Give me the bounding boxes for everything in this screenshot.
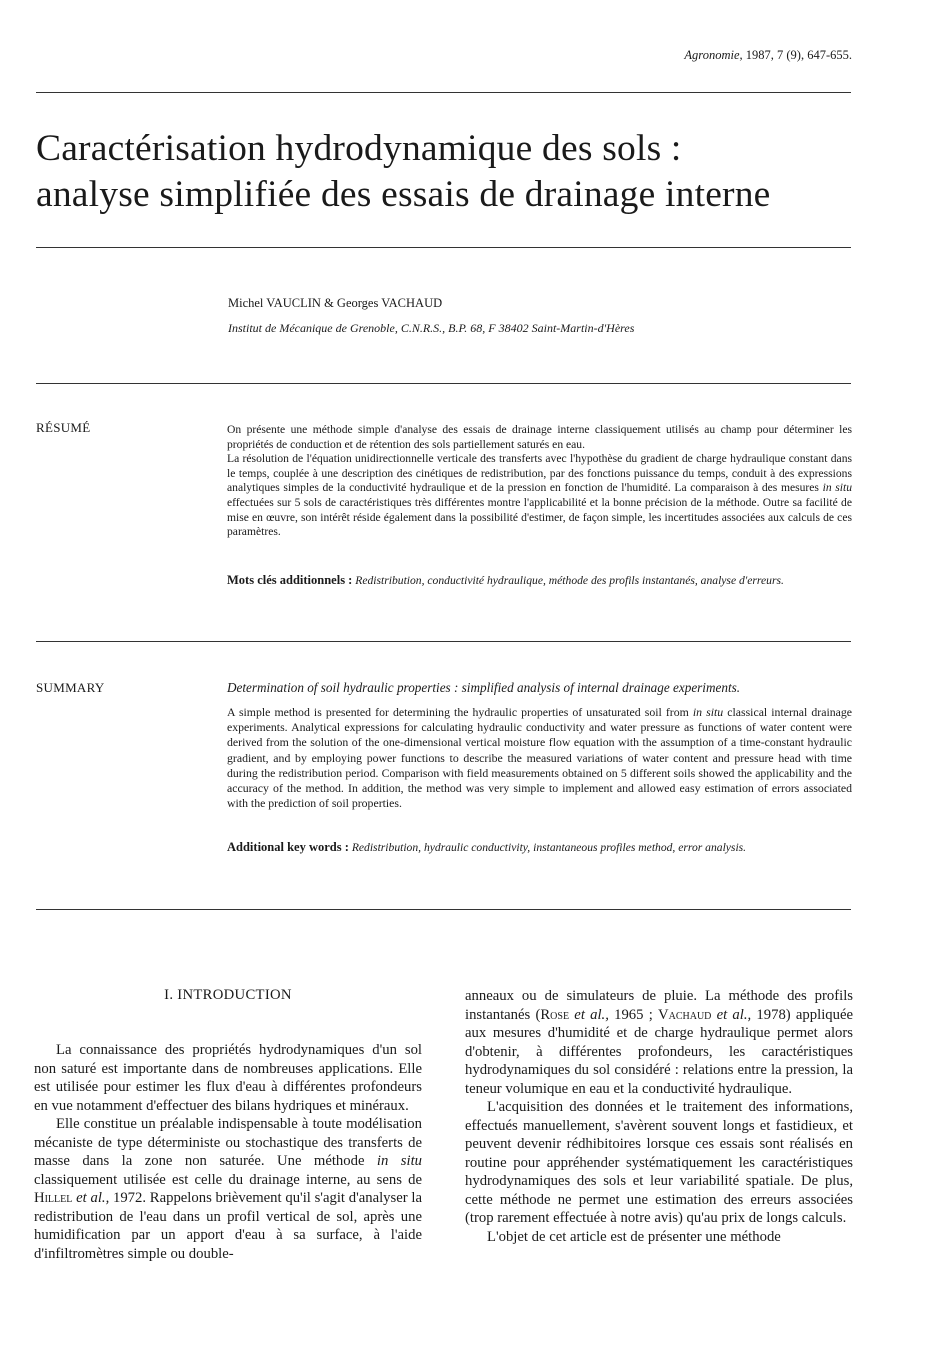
citation-author: Hillel	[34, 1190, 73, 1206]
journal-volume-pages: 1987, 7 (9), 647-655.	[745, 48, 852, 62]
resume-abstract	[227, 423, 852, 540]
resume-keywords-label: Mots clés additionnels :	[227, 573, 353, 587]
body-paragraph: anneaux ou de simulateurs de pluie. La méthode des profils instantanés (Rose et al., 1965 ; Vachaud et al., 1978) appliquée aux mesures d'humidité et de charge hydraulique permet alors d'obtenir, à différentes profondeurs, les caractéristiques hydrodynamiques du sol considéré : relations entre la pression, la teneur volumique en eau et la conductivité hydraulique.	[465, 988, 853, 1097]
divider-summary	[36, 909, 851, 910]
resume-keywords-text: Redistribution, conductivité hydraulique, méthode des profils instantanés, analyse d'erreurs.	[355, 574, 784, 587]
body-paragraph: L'acquisition des données et le traitement des informations, effectués manuellement, s'avèrent souvent longs et fastidieux, et peuvent devenir rédhibitoires lorsque ces essais sont réalisés en routine pour appréhender systématiquement les caractéristiques hydrodynamiques des sols et leur variabilité spatiale. De plus, cette méthode ne permet une estimation des erreurs associées (trop rarement effectuée à notre avis) qu'au prix de longs calculs.	[465, 1099, 853, 1226]
summary-label: SUMMARY	[36, 680, 105, 695]
summary-abstract	[227, 705, 852, 811]
summary-paragraph: A simple method is presented for determining the hydraulic properties of unsaturated soil from in situ classical internal drainage experiments. Analytical expressions for calculating hydraulic conductivity and water pressure as functions of water content were derived from the solution of the one-dimensional vertical moisture flow equation with the assumption of a time-constant hydraulic gradient, and by employing power functions to describe the measured variations of water content and pressure head with time during the redistribution period. Comparison with field measurements obtained on 5 different soils showed the applicability and the accuracy of the method. In addition, the method was very simple to implement and allowed easy estimation of errors associated with the prediction of soil properties.	[227, 705, 852, 811]
divider-title	[36, 247, 851, 248]
divider-authors	[36, 383, 851, 384]
summary-title: Determination of soil hydraulic properties : simplified analysis of internal drainage experiments.	[227, 680, 741, 695]
affiliation: Institut de Mécanique de Grenoble, C.N.R.S., B.P. 68, F 38402 Saint-Martin-d'Hères	[228, 321, 635, 335]
journal-name: Agronomie,	[684, 48, 743, 62]
article-title	[36, 126, 876, 218]
citation-author: Rose	[540, 1006, 570, 1023]
body-column-right	[465, 987, 853, 1246]
divider-top	[36, 92, 851, 93]
body-paragraph: Elle constitue un préalable indispensable à toute modélisation mécaniste de type déterministe ou stochastique des transferts de masse dans la zone non saturée. Une méthode in situ classiquement utilisée est celle du drainage interne, au sens de Hillel et al., 1972. Rappelons brièvement qu'il s'agit d'analyser la redistribution de l'eau dans un profil vertical de sol, après une humidification par un apport d'eau à sa surface, à l'aide d'infiltromètres simple ou double-	[34, 1116, 422, 1262]
authors: Michel VAUCLIN & Georges VACHAUD	[228, 296, 443, 310]
body-paragraph: La connaissance des propriétés hydrodynamiques d'un sol non saturé est importante dans de nombreuses applications. Elle est utilisée pour estimer les flux d'eau à différentes profondeurs en vue notamment d'effectuer des bilans hydriques et minéraux.	[34, 1042, 422, 1114]
summary-keywords-text: Redistribution, hydraulic conductivity, instantaneous profiles method, error analysis.	[351, 841, 747, 854]
title-line-2: analyse simplifiée des essais de drainage interne	[36, 174, 771, 215]
divider-resume	[36, 641, 851, 642]
resume-label: RÉSUMÉ	[36, 420, 91, 435]
body-column-left	[34, 1041, 422, 1263]
section-heading: I. INTRODUCTION	[164, 987, 292, 1003]
resume-paragraph-2: La résolution de l'équation unidirectionnelle verticale des transferts avec l'hypothèse du gradient de charge hydraulique constant dans le temps, couplée à une description des cinétiques de redistribution, par des fonctions puissance du temps, conduit à des expressions analytiques simples de la conductivité hydraulique et de la pression en fonction de l'humidité. La comparaison à des mesures in situ effectuées sur 5 sols de caractéristiques très différentes montre l'applicabilité et la bonne précision de la méthode. Outre sa facilité de mise en œuvre, son intérêt réside également dans la possibilité d'estimer, de façon simple, les incertitudes associées aux calculs de ces paramètres.	[227, 452, 852, 539]
resume-paragraph-1: On présente une méthode simple d'analyse des essais de drainage interne classiquement utilisés au champ pour déterminer les propriétés de conduction et de rétention des sols partiellement saturés en eau.	[227, 423, 852, 451]
citation-author: Vachaud	[658, 1006, 712, 1023]
body-paragraph: L'objet de cet article est de présenter une méthode	[487, 1228, 781, 1245]
journal-reference	[684, 48, 852, 63]
resume-keywords	[227, 573, 852, 589]
summary-keywords	[227, 840, 852, 856]
summary-keywords-label: Additional key words :	[227, 840, 349, 854]
title-line-1: Caractérisation hydrodynamique des sols :	[36, 128, 682, 169]
